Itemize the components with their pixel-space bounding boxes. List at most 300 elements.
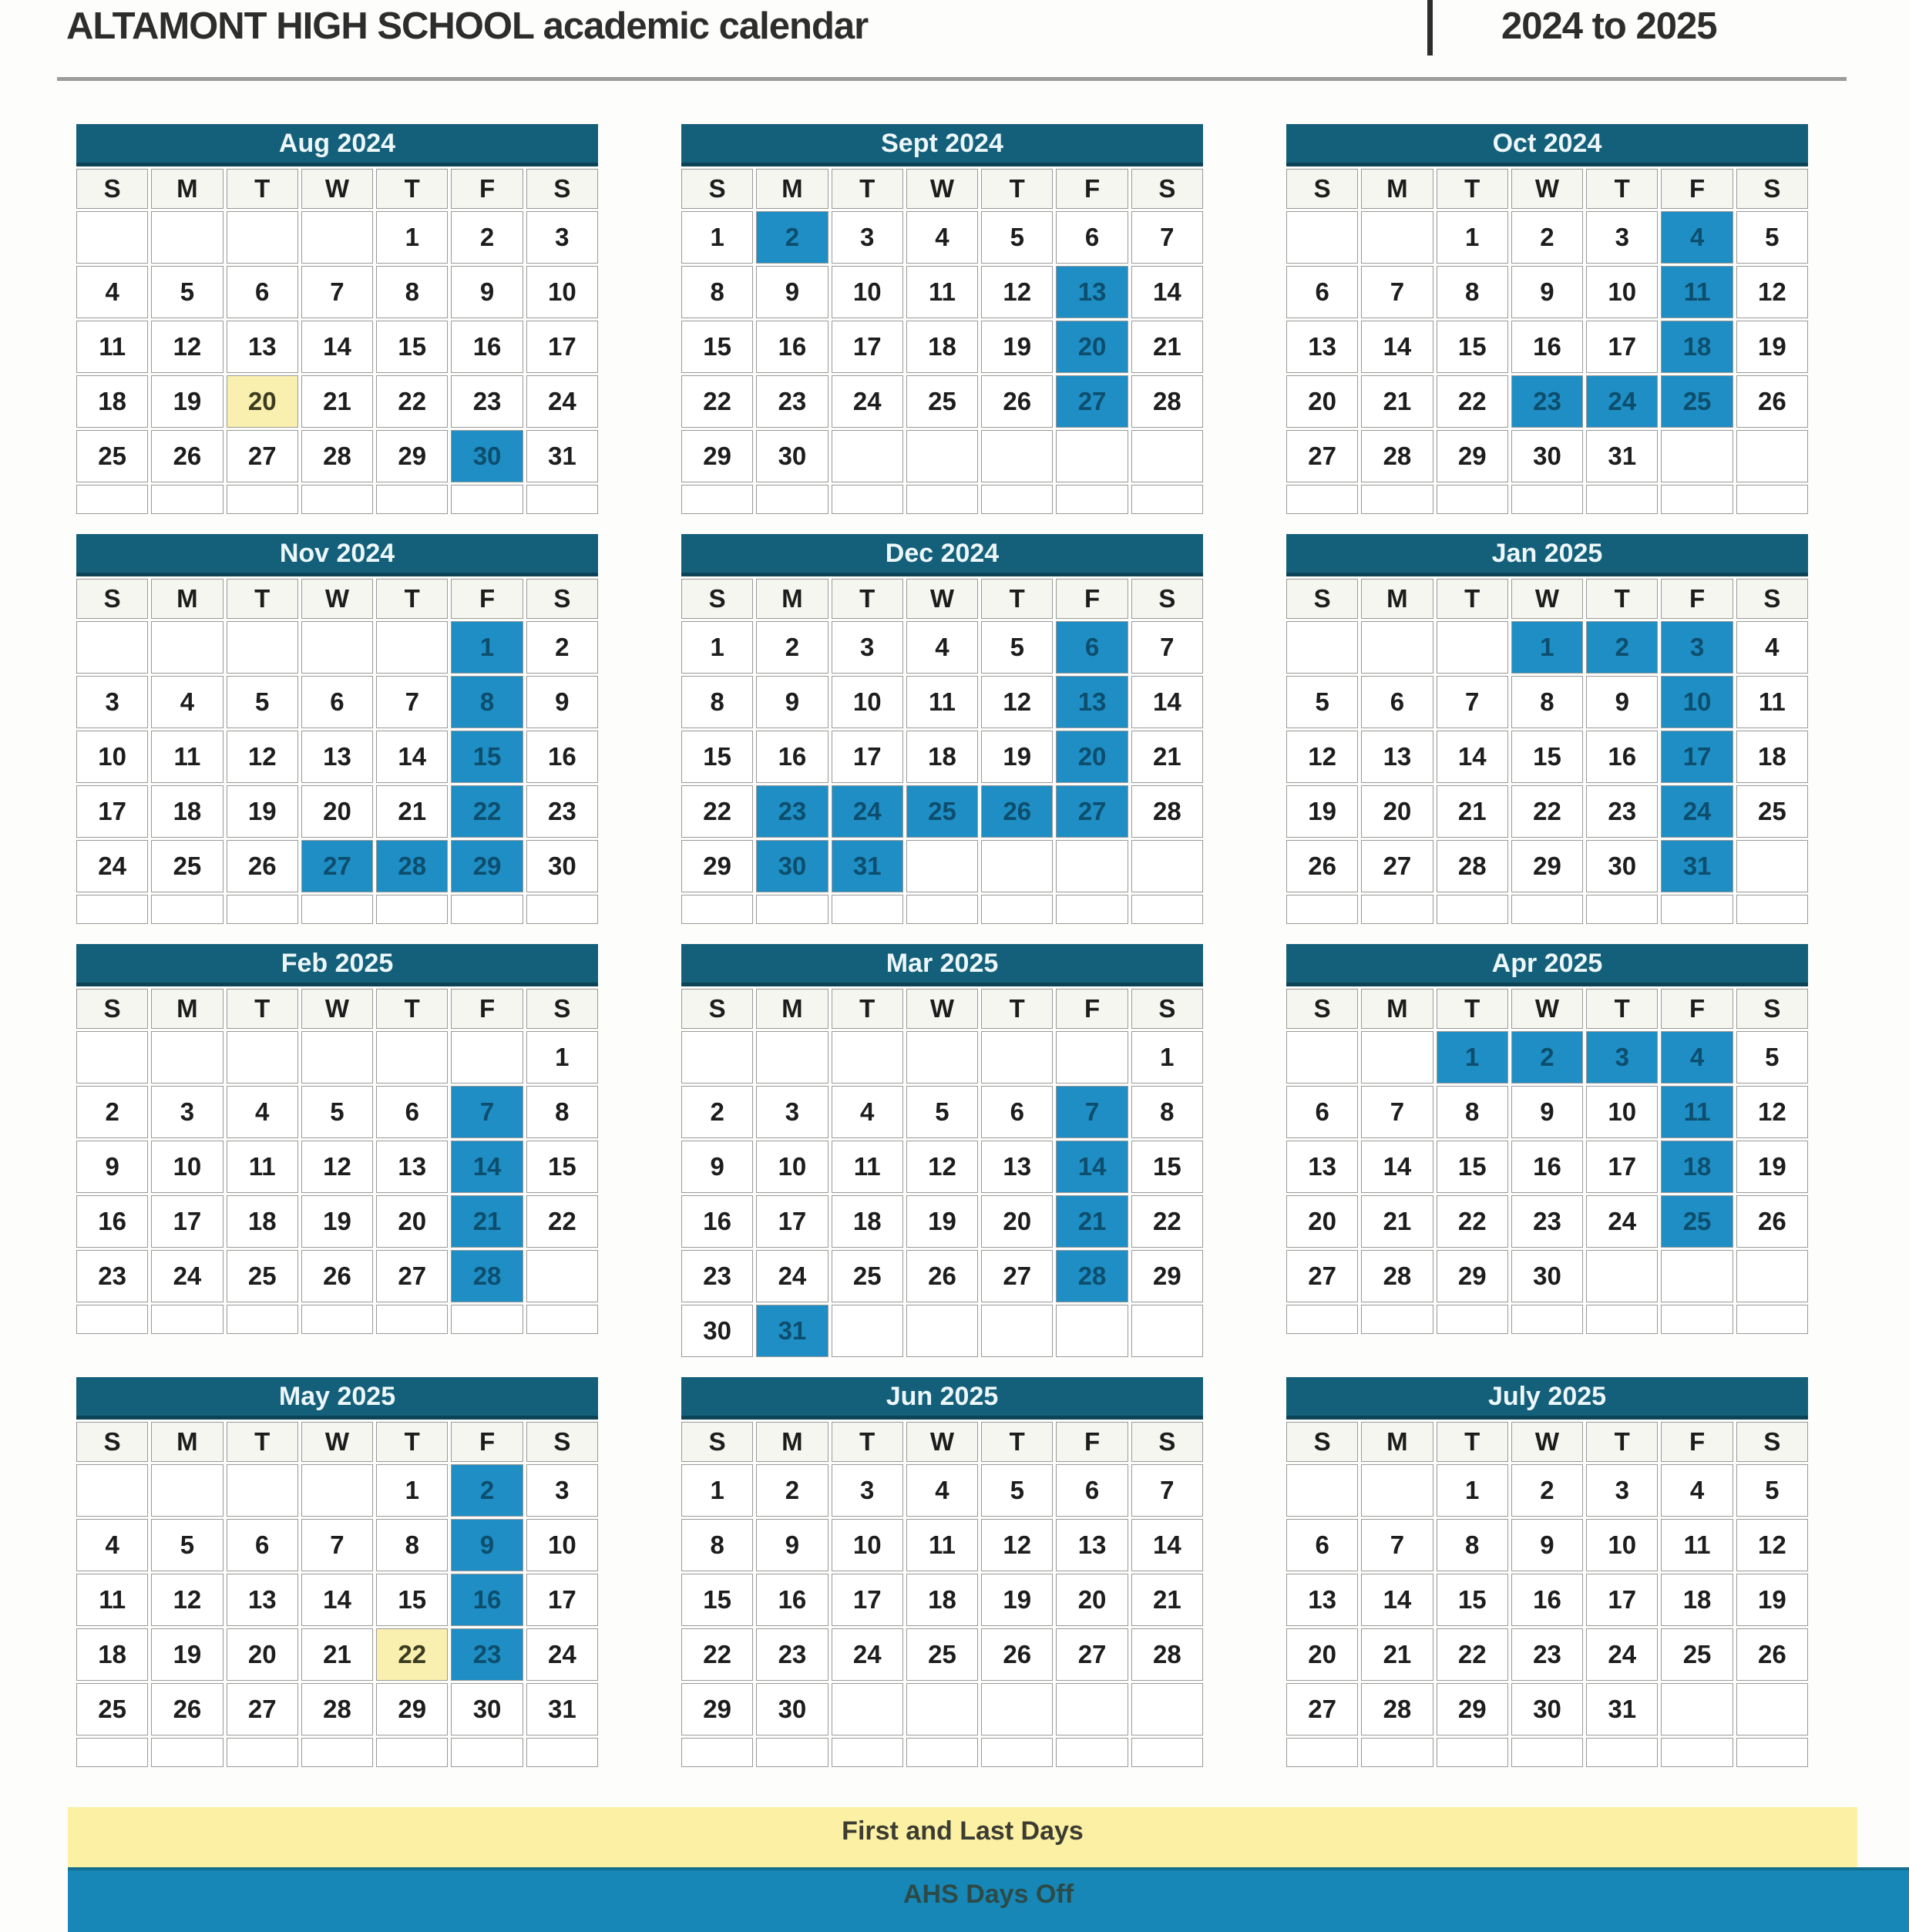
empty-day-cell (451, 1031, 523, 1084)
day-cell: 5 (1736, 1031, 1808, 1084)
empty-day-cell (1361, 895, 1433, 924)
day-cell: 17 (526, 1574, 598, 1626)
month-title: Apr 2025 (1286, 944, 1808, 986)
day-cell: 9 (1586, 676, 1658, 728)
day-cell: 29 (1437, 430, 1508, 482)
day-cell: 17 (832, 1574, 903, 1626)
day-cell: 4 (1736, 621, 1808, 674)
week-row (76, 840, 598, 892)
empty-day-cell (1361, 1031, 1433, 1084)
day-cell: 17 (832, 731, 903, 783)
week-row (681, 1086, 1203, 1138)
day-cell: 10 (832, 266, 903, 318)
day-cell: 28 (1361, 430, 1433, 482)
weekday-header: S (1286, 989, 1358, 1029)
day-cell: 13 (376, 1141, 448, 1193)
month-title: Oct 2024 (1286, 124, 1808, 166)
empty-day-cell (1736, 485, 1808, 514)
day-cell: 5 (151, 266, 223, 318)
day-cell: 9 (526, 676, 598, 728)
day-cell: 19 (1736, 1141, 1808, 1193)
day-cell: 13 (227, 1574, 298, 1626)
day-cell: 22 (376, 1628, 448, 1681)
day-cell: 24 (151, 1250, 223, 1302)
empty-day-cell (1286, 1305, 1358, 1334)
day-cell: 20 (981, 1195, 1053, 1248)
day-cell: 8 (681, 676, 753, 728)
empty-day-cell (227, 1305, 298, 1334)
month-calendar-july-2025 (1283, 1375, 1811, 1769)
day-cell: 19 (1736, 321, 1808, 373)
week-row (1286, 1031, 1808, 1084)
day-cell: 17 (526, 321, 598, 373)
weekday-header: T (227, 169, 298, 209)
day-cell: 7 (451, 1086, 523, 1138)
day-cell: 16 (1511, 1574, 1583, 1626)
day-cell: 19 (981, 731, 1053, 783)
weekday-header: S (526, 1422, 598, 1462)
day-cell: 10 (526, 266, 598, 318)
empty-day-cell (1511, 1305, 1583, 1334)
weekday-header: F (1661, 169, 1733, 209)
day-cell: 29 (681, 840, 753, 892)
day-cell: 20 (227, 1628, 298, 1681)
day-cell: 24 (1586, 375, 1658, 428)
empty-day-cell (1736, 430, 1808, 482)
day-cell: 14 (301, 1574, 373, 1626)
day-cell: 8 (1437, 1086, 1508, 1138)
day-cell: 21 (1131, 731, 1203, 783)
day-cell: 25 (76, 430, 148, 482)
weekday-header: F (451, 989, 523, 1029)
empty-day-cell (1361, 621, 1433, 674)
day-cell: 11 (151, 731, 223, 783)
empty-day-cell (981, 1031, 1053, 1084)
day-cell: 23 (1586, 785, 1658, 838)
day-cell: 10 (756, 1141, 828, 1193)
day-cell: 18 (906, 321, 978, 373)
day-cell: 13 (1361, 731, 1433, 783)
weekday-header: T (227, 1422, 298, 1462)
week-row (1286, 785, 1808, 838)
empty-day-cell (906, 430, 978, 482)
weekday-header: T (1437, 169, 1508, 209)
week-row (1286, 1086, 1808, 1138)
day-cell: 15 (681, 1574, 753, 1626)
day-cell: 13 (1056, 676, 1128, 728)
day-cell: 6 (1056, 621, 1128, 674)
day-cell: 1 (1511, 621, 1583, 674)
day-cell: 31 (832, 840, 903, 892)
week-row (681, 485, 1203, 514)
day-cell: 22 (681, 785, 753, 838)
day-cell: 26 (1736, 375, 1808, 428)
week-row (1286, 1464, 1808, 1517)
day-cell: 19 (906, 1195, 978, 1248)
month-calendar-jan-2025 (1283, 532, 1811, 926)
day-cell: 15 (1131, 1141, 1203, 1193)
day-cell: 4 (1661, 1464, 1733, 1517)
empty-day-cell (301, 211, 373, 264)
empty-day-cell (376, 895, 448, 924)
month-title: Sept 2024 (681, 124, 1203, 166)
day-cell: 2 (1586, 621, 1658, 674)
week-row (76, 375, 598, 428)
weekday-header: T (376, 169, 448, 209)
day-cell: 23 (756, 1628, 828, 1681)
day-cell: 31 (1586, 1683, 1658, 1735)
day-cell: 21 (1361, 1195, 1433, 1248)
empty-day-cell (151, 211, 223, 264)
day-cell: 4 (151, 676, 223, 728)
weekday-header-row (681, 579, 1203, 619)
empty-day-cell (1361, 1464, 1433, 1517)
day-cell: 8 (1437, 1519, 1508, 1571)
day-cell: 28 (1131, 1628, 1203, 1681)
empty-day-cell (76, 621, 148, 674)
empty-day-cell (227, 1464, 298, 1517)
weekday-header: S (681, 579, 753, 619)
weekday-header-row (681, 169, 1203, 209)
weekday-header-row (1286, 1422, 1808, 1462)
month-title: Feb 2025 (76, 944, 598, 986)
day-cell: 28 (301, 1683, 373, 1735)
empty-day-cell (906, 1738, 978, 1767)
day-cell: 20 (1286, 375, 1358, 428)
day-cell: 18 (1661, 321, 1733, 373)
week-row (76, 1738, 598, 1767)
weekday-header: M (756, 1422, 828, 1462)
day-cell: 6 (1286, 1086, 1358, 1138)
week-row (681, 895, 1203, 924)
weekday-header: S (1286, 579, 1358, 619)
empty-day-cell (832, 895, 903, 924)
day-cell: 27 (981, 1250, 1053, 1302)
day-cell: 28 (1361, 1683, 1433, 1735)
day-cell: 6 (1286, 266, 1358, 318)
day-cell: 12 (1286, 731, 1358, 783)
week-row (1286, 266, 1808, 318)
empty-day-cell (76, 1031, 148, 1084)
week-row (76, 1305, 598, 1334)
empty-day-cell (376, 485, 448, 514)
day-cell: 3 (526, 1464, 598, 1517)
day-cell: 1 (681, 1464, 753, 1517)
empty-day-cell (151, 895, 223, 924)
day-cell: 12 (151, 321, 223, 373)
weekday-header-row (1286, 989, 1808, 1029)
empty-day-cell (1131, 1683, 1203, 1735)
week-row (76, 676, 598, 728)
day-cell: 5 (301, 1086, 373, 1138)
day-cell: 3 (76, 676, 148, 728)
day-cell: 25 (1736, 785, 1808, 838)
day-cell: 26 (227, 840, 298, 892)
day-cell: 5 (906, 1086, 978, 1138)
legend-days-off-label: AHS Days Off (902, 1880, 1074, 1909)
day-cell: 12 (151, 1574, 223, 1626)
day-cell: 16 (756, 1574, 828, 1626)
week-row (681, 1738, 1203, 1767)
day-cell: 5 (1736, 211, 1808, 264)
day-cell: 3 (1586, 211, 1658, 264)
day-cell: 25 (906, 785, 978, 838)
day-cell: 11 (76, 321, 148, 373)
day-cell: 24 (76, 840, 148, 892)
day-cell: 25 (76, 1683, 148, 1735)
week-row (681, 1031, 1203, 1084)
week-row (76, 1031, 598, 1084)
empty-day-cell (151, 621, 223, 674)
day-cell: 26 (1736, 1628, 1808, 1681)
weekday-header: T (1586, 989, 1658, 1029)
month-calendar-oct-2024 (1283, 122, 1811, 516)
weekday-header: M (1361, 989, 1433, 1029)
week-row (1286, 676, 1808, 728)
page-title: ALTAMONT HIGH SCHOOL academic calendar (66, 5, 869, 47)
day-cell: 15 (1437, 1574, 1508, 1626)
empty-day-cell (227, 1031, 298, 1084)
day-cell: 22 (526, 1195, 598, 1248)
day-cell: 28 (451, 1250, 523, 1302)
day-cell: 18 (227, 1195, 298, 1248)
month-calendar-aug-2024 (73, 122, 601, 516)
day-cell: 4 (76, 1519, 148, 1571)
empty-day-cell (376, 1031, 448, 1084)
day-cell: 28 (1131, 785, 1203, 838)
day-cell: 24 (832, 375, 903, 428)
weekday-header-row (76, 989, 598, 1029)
empty-day-cell (227, 211, 298, 264)
weekday-header: M (756, 989, 828, 1029)
empty-day-cell (1131, 840, 1203, 892)
week-row (681, 266, 1203, 318)
day-cell: 20 (227, 375, 298, 428)
empty-day-cell (1437, 485, 1508, 514)
day-cell: 20 (1286, 1195, 1358, 1248)
empty-day-cell (1661, 1738, 1733, 1767)
day-cell: 12 (906, 1141, 978, 1193)
day-cell: 18 (1661, 1574, 1733, 1626)
week-row (681, 430, 1203, 482)
empty-day-cell (981, 840, 1053, 892)
day-cell: 4 (906, 1464, 978, 1517)
day-cell: 19 (151, 1628, 223, 1681)
week-row (76, 1250, 598, 1302)
day-cell: 9 (681, 1141, 753, 1193)
day-cell: 24 (526, 1628, 598, 1681)
weekday-header: T (981, 1422, 1053, 1462)
week-row (681, 1141, 1203, 1193)
weekday-header: T (1437, 1422, 1508, 1462)
empty-day-cell (1661, 430, 1733, 482)
empty-day-cell (1437, 1738, 1508, 1767)
day-cell: 16 (681, 1195, 753, 1248)
weekday-header: W (1511, 1422, 1583, 1462)
weekday-header: S (526, 579, 598, 619)
day-cell: 24 (756, 1250, 828, 1302)
day-cell: 24 (1586, 1195, 1658, 1248)
empty-day-cell (301, 895, 373, 924)
day-cell: 12 (227, 731, 298, 783)
day-cell: 10 (1586, 1086, 1658, 1138)
month-calendar-mar-2025 (678, 942, 1206, 1359)
day-cell: 9 (1511, 266, 1583, 318)
day-cell: 29 (681, 430, 753, 482)
empty-day-cell (756, 1738, 828, 1767)
day-cell: 11 (906, 1519, 978, 1571)
empty-day-cell (1586, 1738, 1658, 1767)
weekday-header-row (76, 579, 598, 619)
week-row (681, 731, 1203, 783)
empty-day-cell (151, 1464, 223, 1517)
day-cell: 28 (1131, 375, 1203, 428)
horizontal-rule (57, 77, 1847, 81)
empty-day-cell (76, 1305, 148, 1334)
weekday-header: S (681, 1422, 753, 1462)
day-cell: 22 (1437, 375, 1508, 428)
empty-day-cell (1286, 1464, 1358, 1517)
day-cell: 2 (756, 1464, 828, 1517)
week-row (76, 1195, 598, 1248)
day-cell: 22 (376, 375, 448, 428)
weekday-header: M (756, 169, 828, 209)
empty-day-cell (1661, 1683, 1733, 1735)
day-cell: 12 (1736, 266, 1808, 318)
day-cell: 21 (1437, 785, 1508, 838)
empty-day-cell (1361, 485, 1433, 514)
day-cell: 2 (681, 1086, 753, 1138)
legend-ahs-days-off (68, 1867, 1909, 1932)
day-cell: 27 (376, 1250, 448, 1302)
day-cell: 9 (756, 1519, 828, 1571)
weekday-header: W (1511, 169, 1583, 209)
weekday-header: T (1437, 579, 1508, 619)
weekday-header: S (526, 169, 598, 209)
day-cell: 9 (1511, 1519, 1583, 1571)
month-calendar-dec-2024 (678, 532, 1206, 926)
weekday-header: S (1736, 1422, 1808, 1462)
month-calendar-feb-2025 (73, 942, 601, 1336)
day-cell: 21 (1361, 375, 1433, 428)
day-cell: 30 (526, 840, 598, 892)
weekday-header: S (1736, 579, 1808, 619)
weekday-header: W (301, 989, 373, 1029)
day-cell: 18 (76, 1628, 148, 1681)
empty-day-cell (151, 1305, 223, 1334)
day-cell: 22 (681, 375, 753, 428)
empty-day-cell (832, 1305, 903, 1357)
day-cell: 16 (756, 731, 828, 783)
empty-day-cell (301, 1464, 373, 1517)
day-cell: 25 (1661, 1195, 1733, 1248)
day-cell: 1 (1437, 1464, 1508, 1517)
day-cell: 3 (832, 1464, 903, 1517)
day-cell: 24 (526, 375, 598, 428)
empty-day-cell (301, 1305, 373, 1334)
day-cell: 7 (376, 676, 448, 728)
day-cell: 20 (1056, 321, 1128, 373)
day-cell: 7 (1131, 1464, 1203, 1517)
week-row (681, 1628, 1203, 1681)
day-cell: 2 (1511, 211, 1583, 264)
day-cell: 1 (526, 1031, 598, 1084)
empty-day-cell (681, 485, 753, 514)
week-row (1286, 1305, 1808, 1334)
empty-day-cell (756, 1031, 828, 1084)
empty-day-cell (832, 1031, 903, 1084)
day-cell: 27 (301, 840, 373, 892)
day-cell: 18 (906, 731, 978, 783)
day-cell: 20 (376, 1195, 448, 1248)
empty-day-cell (1586, 895, 1658, 924)
empty-day-cell (151, 485, 223, 514)
empty-day-cell (1286, 895, 1358, 924)
empty-day-cell (906, 840, 978, 892)
day-cell: 5 (981, 1464, 1053, 1517)
day-cell: 26 (151, 1683, 223, 1735)
empty-day-cell (1286, 1031, 1358, 1084)
week-row (76, 1683, 598, 1735)
day-cell: 14 (1361, 1574, 1433, 1626)
day-cell: 11 (1736, 676, 1808, 728)
weekday-header: T (832, 579, 903, 619)
weekday-header: W (906, 989, 978, 1029)
month-calendar-nov-2024 (73, 532, 601, 926)
week-row (1286, 731, 1808, 783)
day-cell: 5 (1286, 676, 1358, 728)
empty-day-cell (1286, 621, 1358, 674)
day-cell: 8 (681, 1519, 753, 1571)
day-cell: 12 (301, 1141, 373, 1193)
day-cell: 12 (981, 676, 1053, 728)
weekday-header: W (906, 1422, 978, 1462)
day-cell: 2 (1511, 1031, 1583, 1084)
weekday-header: W (1511, 579, 1583, 619)
day-cell: 19 (981, 1574, 1053, 1626)
day-cell: 14 (376, 731, 448, 783)
empty-day-cell (1736, 1250, 1808, 1302)
empty-day-cell (526, 485, 598, 514)
empty-day-cell (227, 1738, 298, 1767)
weekday-header: F (451, 579, 523, 619)
empty-day-cell (1736, 1683, 1808, 1735)
empty-day-cell (906, 1305, 978, 1357)
day-cell: 6 (981, 1086, 1053, 1138)
weekday-header: S (681, 169, 753, 209)
day-cell: 20 (1056, 1574, 1128, 1626)
weekday-header: M (151, 579, 223, 619)
day-cell: 3 (832, 621, 903, 674)
month-title: Jun 2025 (681, 1377, 1203, 1420)
empty-day-cell (1361, 1738, 1433, 1767)
day-cell: 14 (1361, 321, 1433, 373)
day-cell: 13 (1286, 321, 1358, 373)
day-cell: 6 (301, 676, 373, 728)
week-row (1286, 895, 1808, 924)
day-cell: 2 (756, 621, 828, 674)
weekday-header: S (1131, 579, 1203, 619)
day-cell: 18 (76, 375, 148, 428)
day-cell: 7 (1361, 1086, 1433, 1138)
empty-day-cell (1661, 895, 1733, 924)
month-calendar-may-2025 (73, 1375, 601, 1769)
empty-day-cell (1736, 1305, 1808, 1334)
day-cell: 24 (1661, 785, 1733, 838)
day-cell: 6 (227, 266, 298, 318)
week-row (1286, 321, 1808, 373)
empty-day-cell (301, 1031, 373, 1084)
